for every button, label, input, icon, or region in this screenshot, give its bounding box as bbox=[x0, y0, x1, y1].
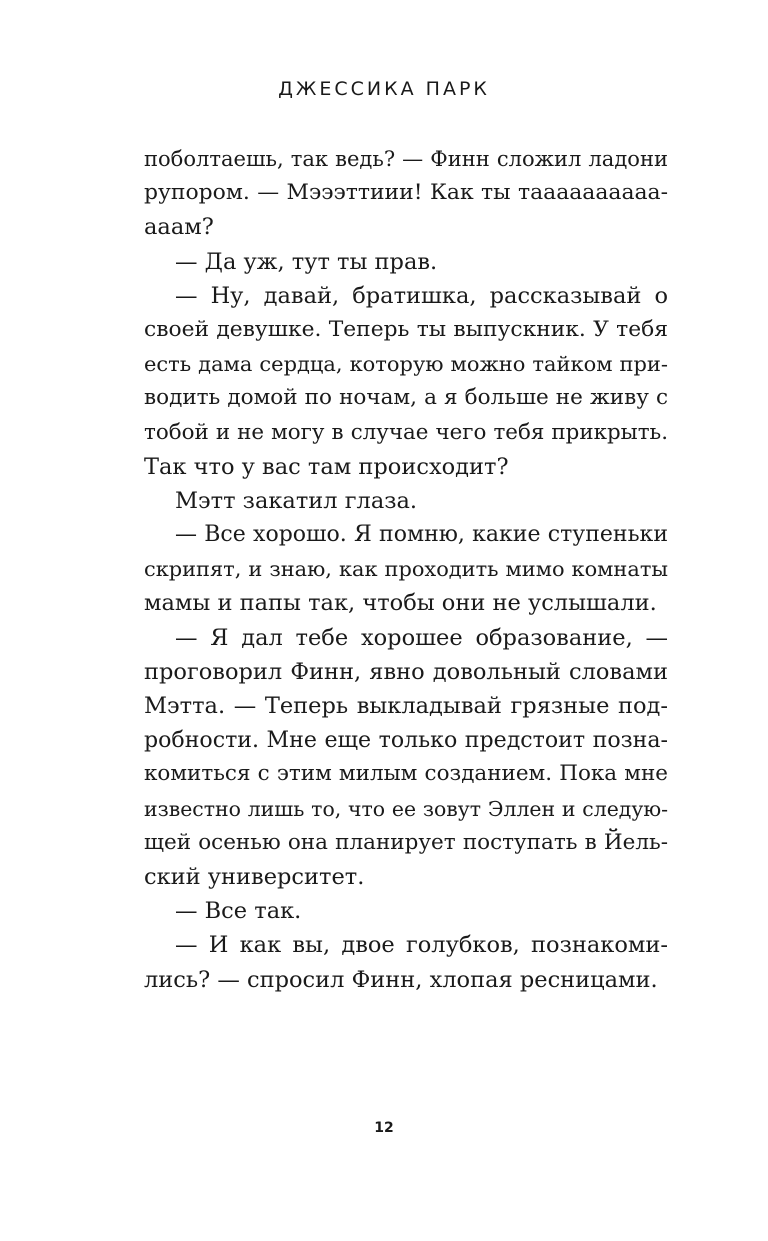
text-line: поболтаешь, так ведь? — Финн сложил ладони bbox=[144, 146, 668, 171]
text-line: лись? — спросил Финн, хлопая ресницами. bbox=[144, 966, 658, 993]
text-line: есть дама сердца, которую можно тайком при- bbox=[144, 352, 668, 377]
text-line: — Все так. bbox=[175, 898, 302, 925]
text-line: — Я дал тебе хорошее образование, — bbox=[175, 624, 668, 651]
text-line: своей девушке. Теперь ты выпускник. У тебя bbox=[144, 316, 668, 342]
text-line: проговорил Финн, явно довольный словами bbox=[144, 658, 668, 685]
text-line: робности. Мне еще только предстоит позна- bbox=[144, 727, 668, 754]
text-line: — Все хорошо. Я помню, какие ступеньки bbox=[175, 522, 668, 548]
text-line: — Да уж, тут ты прав. bbox=[175, 248, 438, 275]
text-line: мамы и папы так, чтобы они не услышали. bbox=[144, 590, 657, 617]
text-line: Мэтта. — Теперь выкладывай грязные под- bbox=[144, 693, 668, 719]
text-line: ский университет. bbox=[144, 863, 365, 890]
text-line: скрипят, и знаю, как проходить мимо комнаты bbox=[144, 557, 668, 582]
text-line: известно лишь то, что ее зовут Эллен и следую- bbox=[144, 796, 668, 821]
text-line: щей осенью она планирует поступать в Йель- bbox=[144, 829, 668, 855]
text-line: Мэтт закатил глаза. bbox=[175, 487, 418, 514]
body-text bbox=[144, 142, 668, 997]
text-line: тобой и не могу в случае чего тебя прикрыть. bbox=[144, 419, 668, 445]
text-line: рупором. — Мэээттиии! Как ты таааааааааа- bbox=[144, 180, 668, 206]
running-head-author: ДЖЕССИКА ПАРК bbox=[278, 78, 490, 100]
text-line: Так что у вас там происходит? bbox=[144, 453, 509, 480]
text-line: ааам? bbox=[144, 214, 214, 241]
text-line: — И как вы, двое голубков, познакоми- bbox=[175, 932, 668, 959]
page-number: 12 bbox=[374, 1120, 394, 1136]
text-line: комиться с этим милым созданием. Пока мне bbox=[144, 761, 668, 787]
text-line: водить домой по ночам, а я больше не живу с bbox=[144, 385, 668, 411]
text-line: — Ну, давай, братишка, рассказывай о bbox=[175, 282, 668, 309]
